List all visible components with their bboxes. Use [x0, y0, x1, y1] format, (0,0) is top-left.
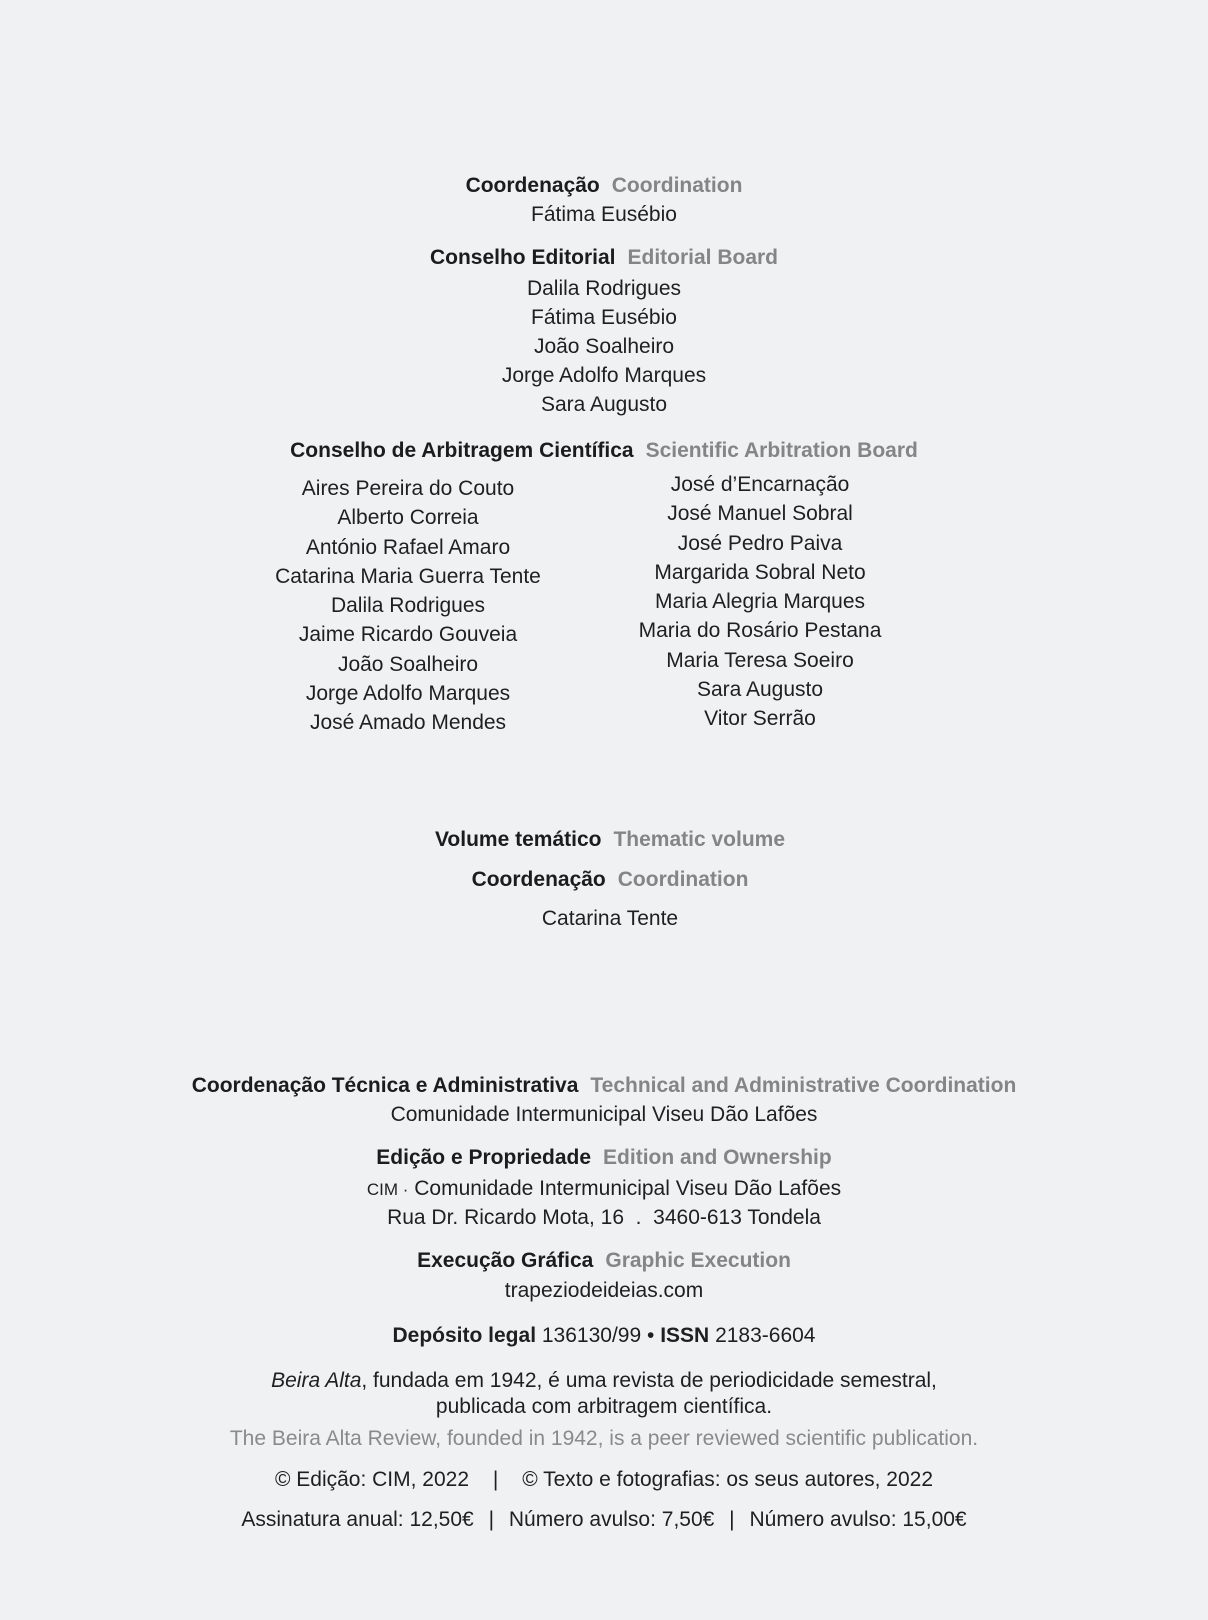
- pricing-line: [0, 1505, 1208, 1534]
- about-english: The Beira Alta Review, founded in 1942, is a peer reviewed scientific publication.: [229, 1427, 979, 1450]
- arbitration-member: Dalila Rodrigues: [330, 594, 486, 618]
- arbitration-member: Maria Alegria Marques: [654, 590, 866, 614]
- legal-separator: •: [647, 1324, 655, 1347]
- technical-coordination-heading: [0, 1071, 1208, 1100]
- price-annual: Assinatura anual: 12,50€: [241, 1508, 474, 1531]
- issn-value: 2183-6604: [715, 1324, 816, 1347]
- copyright-edition: © Edição: CIM, 2022: [274, 1468, 470, 1491]
- about-title: Beira Alta: [271, 1369, 362, 1392]
- technical-coordination-label-pt: Coordenação Técnica e Administrativa: [191, 1074, 579, 1097]
- edition-label-en: Edition and Ownership: [603, 1146, 832, 1169]
- arbitration-member: Margarida Sobral Neto: [654, 560, 866, 584]
- arbitration-board-left-column: [228, 474, 588, 738]
- editorial-board-member: Sara Augusto: [540, 393, 668, 416]
- about-line-1: [0, 1366, 1208, 1395]
- graphic-execution-value: trapeziodeideias.com: [504, 1279, 704, 1302]
- graphic-execution-label-pt: Execução Gráfica: [417, 1249, 594, 1272]
- issn-label: ISSN: [660, 1324, 710, 1347]
- arbitration-member: José Pedro Paiva: [677, 531, 843, 555]
- legal-deposit-label: Depósito legal: [392, 1324, 537, 1347]
- arbitration-member: Maria Teresa Soeiro: [666, 648, 854, 672]
- graphic-execution-heading: [0, 1246, 1208, 1275]
- coordination-label-en: Coordination: [611, 174, 743, 197]
- thematic-volume-label-en: Thematic volume: [613, 828, 786, 851]
- arbitration-member: António Rafael Amaro: [305, 535, 511, 559]
- editorial-board-member: Fátima Eusébio: [531, 306, 677, 329]
- arbitration-board-label-pt: Conselho de Arbitragem Científica: [290, 439, 634, 462]
- editorial-board-label-en: Editorial Board: [627, 246, 779, 269]
- editorial-board-member: João Soalheiro: [533, 335, 675, 358]
- arbitration-member: João Soalheiro: [337, 652, 479, 676]
- arbitration-member: José Amado Mendes: [309, 711, 507, 735]
- thematic-coordination-heading: [6, 865, 1208, 894]
- arbitration-member: Alberto Correia: [337, 506, 479, 530]
- arbitration-board-heading: [0, 436, 1208, 465]
- copyright-line: [0, 1465, 1208, 1494]
- arbitration-member: José d’Encarnação: [670, 473, 850, 496]
- edition-org: Comunidade Intermunicipal Viseu Dão Lafões: [414, 1177, 842, 1200]
- technical-coordination-label-en: Technical and Administrative Coordination: [590, 1074, 1017, 1097]
- coordination-label-pt: Coordenação: [465, 174, 600, 197]
- arbitration-member: José Manuel Sobral: [667, 502, 853, 526]
- coordination-name: Fátima Eusébio: [531, 203, 677, 226]
- copyright-texts: © Texto e fotografias: os seus autores, 2022: [522, 1468, 934, 1491]
- technical-coordination-value: Comunidade Intermunicipal Viseu Dão Lafões: [390, 1103, 818, 1126]
- arbitration-member: Maria do Rosário Pestana: [638, 619, 882, 643]
- thematic-volume-label-pt: Volume temático: [434, 828, 602, 851]
- arbitration-member: Aires Pereira do Couto: [301, 477, 515, 500]
- thematic-coordination-label-en: Coordination: [617, 868, 749, 891]
- arbitration-board-right-column: [593, 470, 927, 734]
- edition-address: Rua Dr. Ricardo Mota, 16 . 3460-613 Tondela: [387, 1206, 821, 1229]
- editorial-board-member: Jorge Adolfo Marques: [501, 364, 707, 387]
- legal-line: [0, 1321, 1208, 1350]
- thematic-volume-heading: [6, 825, 1208, 854]
- price-separator: |: [488, 1508, 495, 1531]
- edition-abbr: CIM ·: [366, 1180, 409, 1199]
- editorial-board-member: Dalila Rodrigues: [526, 277, 682, 300]
- legal-deposit-value: 136130/99: [541, 1324, 642, 1347]
- arbitration-member: Jaime Ricardo Gouveia: [298, 623, 518, 647]
- graphic-execution-label-en: Graphic Execution: [605, 1249, 791, 1272]
- arbitration-member: Catarina Maria Guerra Tente: [275, 564, 541, 588]
- arbitration-member: Sara Augusto: [696, 678, 824, 702]
- coordination-heading: [0, 171, 1208, 200]
- edition-org-line: [0, 1174, 1208, 1204]
- editorial-board-heading: [0, 243, 1208, 272]
- editorial-board-label-pt: Conselho Editorial: [429, 246, 616, 269]
- thematic-coordinator-name: Catarina Tente: [541, 907, 679, 930]
- price-single-2: Número avulso: 15,00€: [749, 1508, 967, 1531]
- edition-heading: [0, 1143, 1208, 1172]
- price-single-1: Número avulso: 7,50€: [508, 1508, 715, 1531]
- about-line-2: publicada com arbitragem científica.: [435, 1395, 773, 1418]
- thematic-coordination-label-pt: Coordenação: [471, 868, 606, 891]
- edition-label-pt: Edição e Propriedade: [376, 1146, 592, 1169]
- about-line-1-text: , fundada em 1942, é uma revista de periodicidade semestral,: [361, 1369, 937, 1392]
- arbitration-member: Vitor Serrão: [704, 707, 816, 731]
- arbitration-board-label-en: Scientific Arbitration Board: [645, 439, 918, 462]
- price-separator: |: [729, 1508, 735, 1531]
- copyright-separator: |: [492, 1468, 499, 1491]
- arbitration-member: Jorge Adolfo Marques: [305, 682, 511, 706]
